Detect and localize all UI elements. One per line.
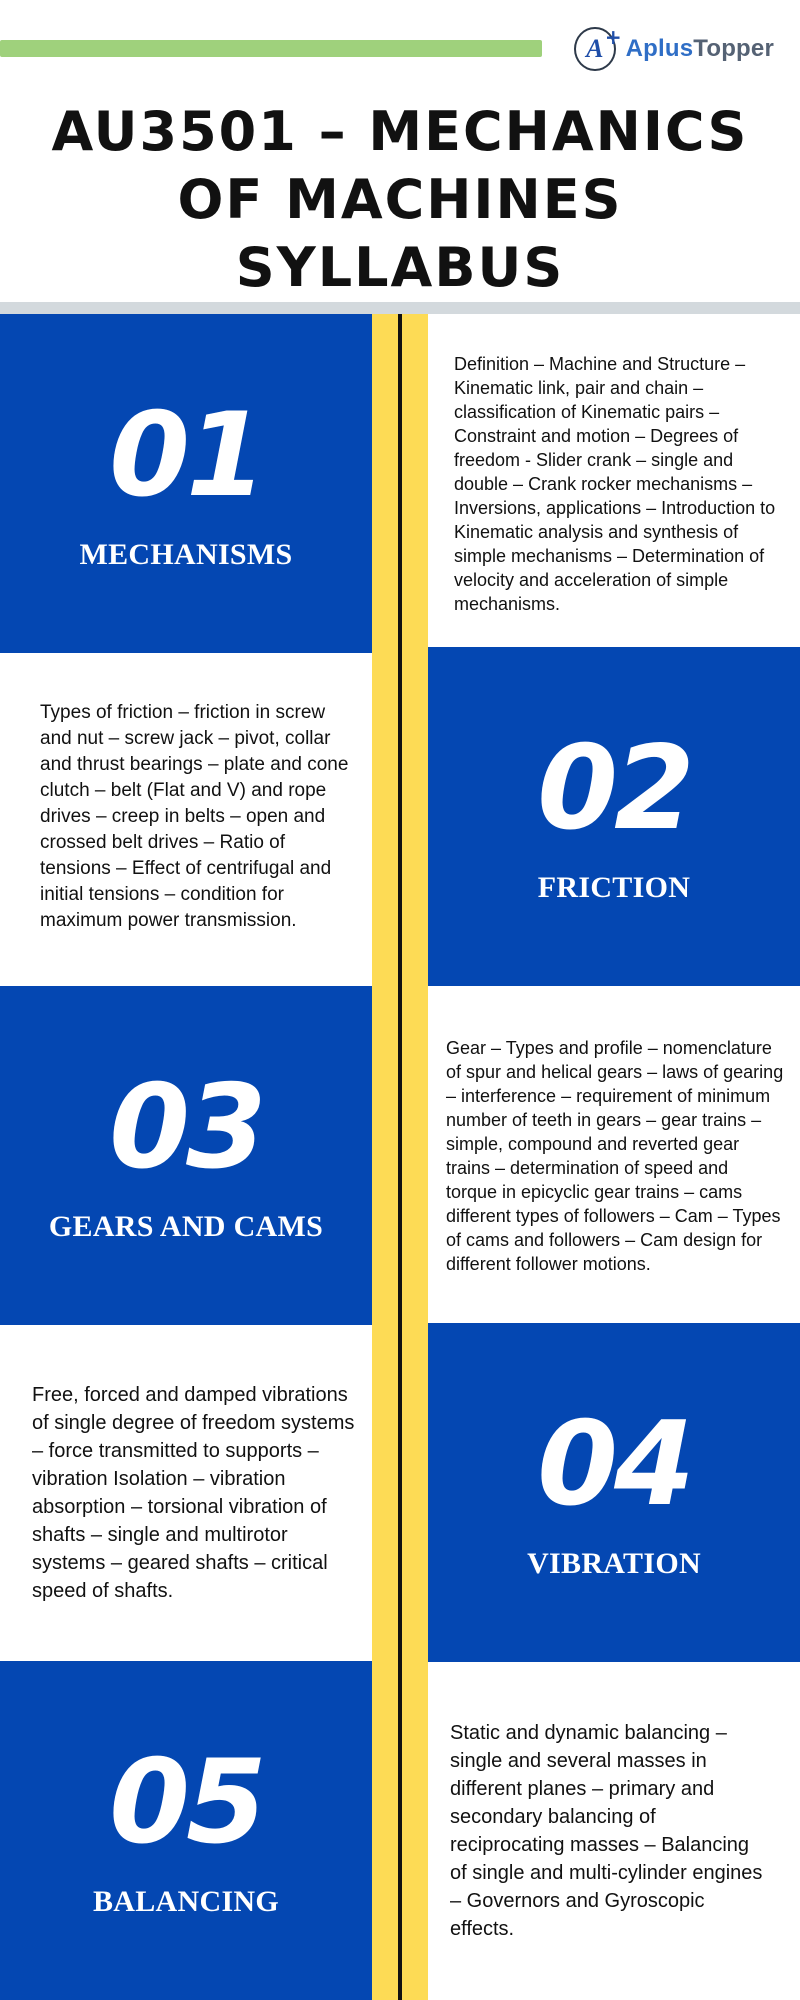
brand-logo-link[interactable]: [574, 24, 774, 74]
section-header-panel: [428, 647, 800, 986]
brand-name: [626, 35, 774, 63]
section-description: Definition – Machine and Structure – Kinematic link, pair and chain – classification of Kinematic pairs – Constraint and motion – Degrees of freedom - Slider crank – single and double – Crank rocker mechanisms – Inversions, applications – Introduction to Kinematic analysis and synthesis of simple mechanisms – Determination of velocity and acceleration of simple mechanisms.: [454, 353, 776, 614]
section-header-panel: [428, 1323, 800, 1662]
section-mechanisms: [0, 314, 800, 653]
section-friction: [0, 647, 800, 986]
section-description: Free, forced and damped vibrations of single degree of freedom systems – force transmitted to supports – vibration Isolation – vibration absorption – torsional vibration of shafts – single and multirotor systems – geared shafts – critical speed of shafts.: [32, 1383, 355, 1602]
section-title: GEARS AND CAMS: [48, 1209, 324, 1243]
decorative-green-stripe: [0, 40, 542, 57]
section-title: BALANCING: [92, 1884, 280, 1918]
section-header-panel: [0, 1661, 372, 2000]
section-title: VIBRATION: [527, 1546, 701, 1580]
aplustopper-logo-icon: [574, 25, 622, 71]
section-number: 03: [109, 1059, 263, 1195]
header-divider: [0, 302, 800, 314]
section-title: MECHANISMS: [79, 537, 293, 571]
section-vibration: [0, 1323, 800, 1662]
section-description: Static and dynamic balancing – single and several masses in different planes – primary and secondary balancing of reciprocating masses – Balancing of single and multi-cylinder engines – Governors and Gyroscopic effects.: [450, 1721, 763, 1940]
section-description: Gear – Types and profile – nomenclature of spur and helical gears – laws of gearing – interference – requirement of minimum number of teeth in gears – gear trains – simple, compound and reverted gear trains – determination of speed and torque in epicyclic gear trains – cams different types of followers – Cam – Types of cams and followers – Cam design for different follower motions.: [446, 1037, 784, 1274]
section-number: 05: [109, 1734, 263, 1870]
section-balancing: [0, 1661, 800, 2000]
section-number: 04: [537, 1396, 691, 1532]
section-description: Types of friction – friction in screw and nut – screw jack – pivot, collar and thrust bearings – plate and cone clutch – belt (Flat and V) and rope drives – creep in belts – open and crossed belt drives – Ratio of tensions – Effect of centrifugal and initial tensions – condition for maximum power transmission.: [40, 701, 349, 931]
section-number: 02: [537, 720, 691, 856]
section-gears-and-cams: [0, 986, 800, 1325]
section-number: 01: [109, 387, 263, 523]
section-title: FRICTION: [537, 870, 691, 904]
brand-name-part1: Aplus: [625, 35, 694, 62]
brand-name-part2: Topper: [693, 35, 774, 62]
section-header-panel: [0, 986, 372, 1325]
section-header-panel: [0, 314, 372, 653]
page-title: AU3501 – MECHANICS OF MACHINES SYLLABUS: [51, 100, 749, 299]
logo-plus-icon: +: [604, 25, 622, 49]
logo-letter: A: [586, 34, 604, 63]
